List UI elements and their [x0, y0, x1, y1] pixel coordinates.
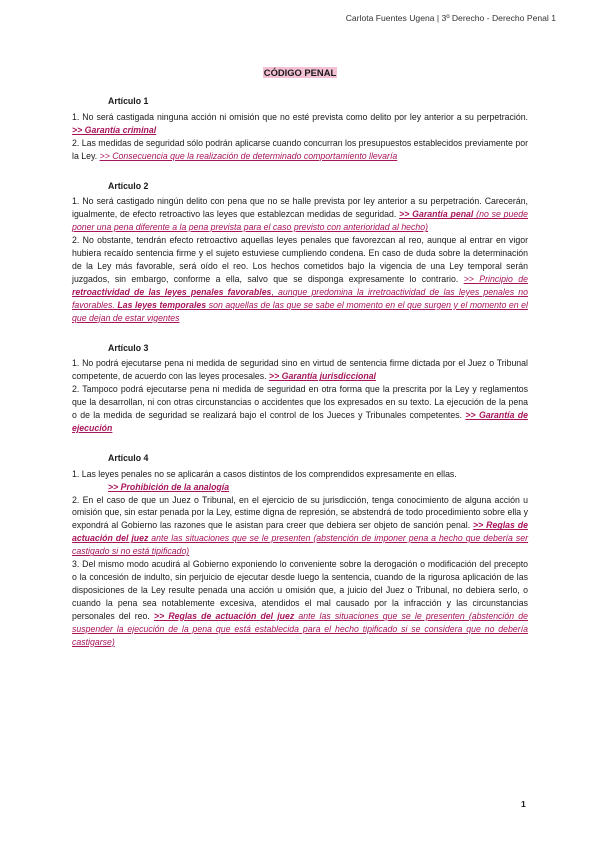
article-title: Artículo 3	[108, 342, 149, 353]
document-title	[0, 67, 600, 78]
page-number: 1	[521, 799, 526, 809]
article-title: Artículo 2	[108, 180, 149, 191]
paragraph-text: 2. Las medidas de seguridad sólo podrán aplicarse cuando concurran los presupuestos establecidos previamente por la Ley.	[72, 137, 528, 161]
annotation-text: ante las situaciones que se le presenten (abstención de suspender la ejecución de la pena que está establecida para el hecho tipificado si se considera que no debería castigarse)	[72, 610, 528, 647]
annotation-text: retroactividad de las leyes penales favorables	[72, 286, 272, 297]
annotation-wrapper	[108, 481, 229, 494]
article-title: Artículo 1	[108, 96, 149, 106]
paragraph-text: 3. Del mismo modo acudirá al Gobierno exponiendo lo conveniente sobre la derogación o modificación del precepto o la concesión de indulto, sin perjuicio de ejecutar desde luego la sentencia, cuando de la rigurosa aplicación de las disposiciones de la Ley resulte penada una acción u omisión que, a juicio del Juez o Tribunal, no debiera serlo, o cuando la pena sea notablemente excesiva, atendidos el mal causado por la infracción y las circunstancias personales del reo.	[72, 559, 528, 621]
document-title-text: CÓDIGO PENAL	[263, 67, 337, 78]
article-paragraph	[72, 111, 528, 137]
annotation	[108, 482, 229, 492]
annotation-text: ante las situaciones que se le presenten (abstención de imponer pena a hecho que debería ser castigado si no está tipificado)	[72, 533, 529, 557]
annotation-text: >> Garantía jurisdiccional	[269, 371, 376, 382]
paragraph-text: 1. Las leyes penales no se aplicarán a casos distintos de los comprendidos expresamente en ellas.	[72, 468, 457, 479]
article-paragraph	[72, 234, 528, 324]
annotation	[72, 125, 156, 135]
paragraph-text: 2. En el caso de que un Juez o Tribunal, en el ejercicio de su jurisdicción, tenga conocimiento de alguna acción u omisión que, sin estar penada por la Ley, estime digna de represión, se abstendrá de todo procedimiento sobre ella y expondrá al Gobierno las razones que le asistan para creer que debiera ser objeto de sanción penal.	[72, 494, 528, 531]
paragraph-text: 2. No obstante, tendrán efecto retroactivo aquellas leyes penales que favorezcan al reo, aunque al entrar en vigor hubiera recaído sentencia firme y el sujeto estuviese cumpliendo condena. En caso de duda sobre la determinación de la Ley más favorable, será oído el reo. Los hechos cometidos bajo la vigencia de una Ley temporal serán juzgados, sin embargo, conforme a ella, salvo que se disponga expresamente lo contrario.	[72, 235, 528, 284]
annotation-text: , aunque predomina la irretroactividad de las leyes penales no favorables.	[72, 286, 529, 310]
paragraph-text: 1. No será castigada ninguna acción ni omisión que no esté prevista como delito por ley anterior a su perpetración.	[72, 111, 528, 122]
paragraph-text: 1. No podrá ejecutarse pena ni medida de seguridad sino en virtud de sentencia firme dictada por el Juez o Tribunal competente, de acuerdo con las leyes procesales.	[72, 358, 528, 382]
document-body	[72, 95, 528, 665]
annotation-text: >> Garantía de ejecución	[72, 410, 529, 433]
annotation-text: Las leyes temporales	[117, 299, 207, 310]
annotation-text: >> Reglas de actuación del juez	[153, 610, 295, 621]
annotation-text: >> Reglas de actuación del juez	[72, 520, 528, 544]
article-paragraph	[72, 558, 528, 648]
article-paragraph	[72, 137, 528, 163]
annotation-text: >> Garantía criminal	[72, 124, 157, 135]
article-paragraph	[72, 494, 528, 559]
article-1	[72, 95, 528, 163]
page-header: Carlota Fuentes Ugena | 3º Derecho - Derecho Penal 1	[345, 13, 556, 23]
article-paragraph	[72, 357, 528, 383]
annotation	[269, 371, 376, 381]
annotation-text: (no se puede poner una pena diferente a la pena prevista para el caso previsto con anterioridad al hecho)	[72, 209, 529, 233]
article-2	[72, 180, 528, 325]
article-paragraph	[72, 383, 528, 435]
article-paragraph	[72, 195, 528, 234]
annotation-text: >> Principio de	[463, 273, 528, 284]
annotation-text: >> Prohibición de la analogía	[108, 481, 230, 492]
article-title: Artículo 4	[108, 452, 149, 463]
paragraph-text: 1. No será castigado ningún delito con pena que no se halle prevista por ley anterior a su perpetración. Carecerán, igualmente, de efecto retroactivo las leyes que establezcan medidas de seguridad.	[72, 196, 528, 220]
annotation-text: son aquellas de las que se sabe el momento en el que surgen y el momento en el que dejan de estar vigentes	[72, 299, 528, 323]
article-paragraph	[72, 468, 528, 494]
annotation-text: >> Garantía penal	[399, 209, 474, 220]
paragraph-text: 2. Tampoco podrá ejecutarse pena ni medida de seguridad en otra forma que la prescrita por la Ley y reglamentos que la desarrollan, ni con otras circunstancias o accidentes que los expresados en su texto. La ejecución de la pena o de la medida de seguridad se realizará bajo el control de los Jueces y Tribunales competentes.	[72, 384, 528, 421]
article-4	[72, 452, 528, 649]
annotation: >> Consecuencia que la realización de determinado comportamiento llevaría	[99, 150, 398, 161]
article-3	[72, 342, 528, 435]
